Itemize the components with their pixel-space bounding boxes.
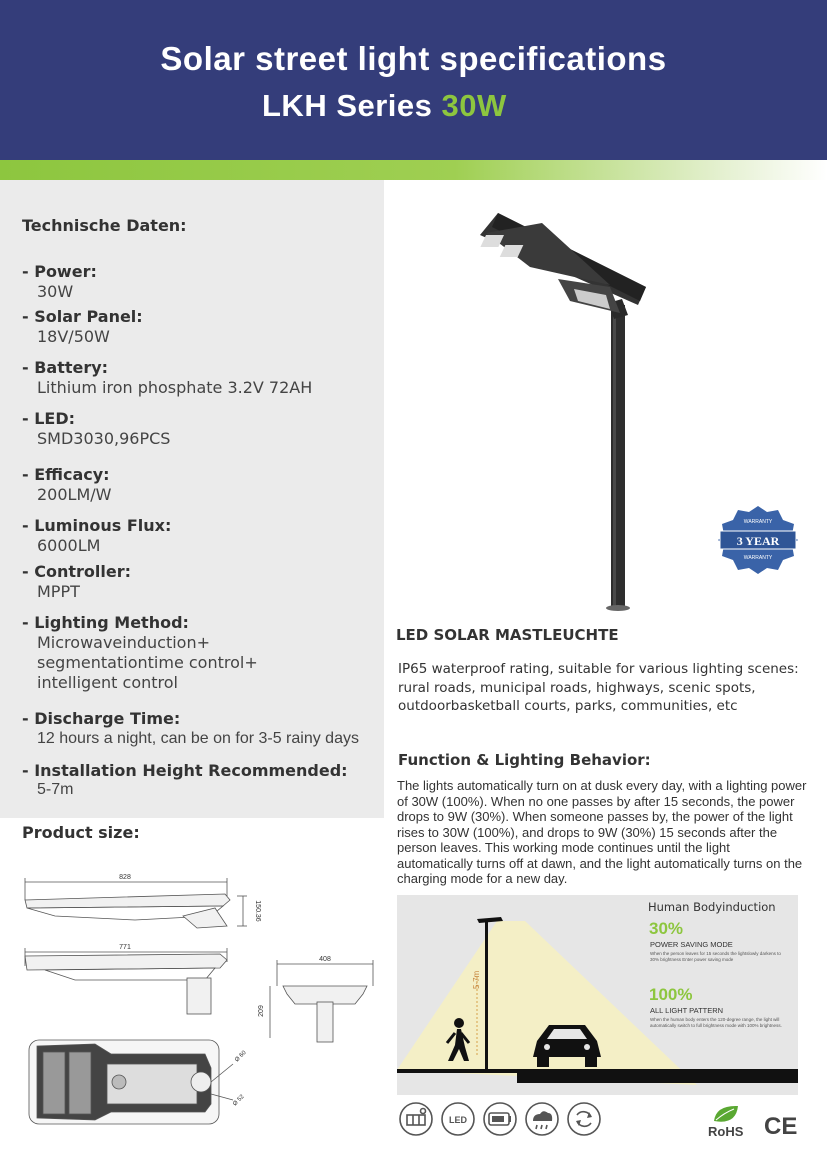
dimension-drawings [15,868,385,1138]
certifications [696,1103,798,1139]
spec-value-lighting-method-2: segmentationtime control+ [37,653,258,672]
mode2-name: ALL LIGHT PATTERN [650,1006,724,1015]
spec-value-discharge-time: 12 hours a night, can be on for 3-5 rainy days [37,730,359,747]
weather-icon [526,1103,558,1135]
warranty-badge [716,504,800,576]
product-size-title: Product size: [22,823,140,842]
spec-label-efficacy: - Efficacy: [22,465,110,484]
rohs-mark: RoHS [708,1124,744,1139]
series-subtitle [262,88,507,124]
cycle-icon [568,1103,600,1135]
product-description: IP65 waterproof rating, suitable for various lighting scenes: rural roads, municipal roads, highways, scenic spots, outdoorbasketball courts, parks, communities, etc [398,661,799,714]
spec-label-install-height: - Installation Height Recommended: [22,761,348,780]
series-prefix: LKH Series [262,88,442,123]
dim-label-dia52: Ø 52 [232,1093,246,1108]
mode1-percent: 30% [649,919,684,938]
product-title: LED SOLAR MASTLEUCHTE [396,626,619,644]
dim-label-408: 408 [319,956,331,963]
spec-label-lighting-method: - Lighting Method: [22,613,189,632]
induction-illustration [397,895,798,1095]
ce-mark: CE [764,1113,798,1139]
spec-value-lighting-method-1: Microwaveinduction+ [37,633,210,652]
mode2-percent: 100% [649,985,693,1004]
green-accent-bar [0,160,827,180]
function-title: Function & Lighting Behavior: [398,751,651,769]
battery-icon [484,1103,516,1135]
spec-value-lighting-method-3: intelligent control [37,673,178,692]
spec-label-led: - LED: [22,409,76,428]
spec-value-solar-panel: 18V/50W [37,327,110,346]
spec-value-efficacy: 200LM/W [37,485,112,504]
solar-panel-icon [400,1103,432,1135]
warranty-main-text: 3 YEAR [736,534,780,548]
spec-value-led: SMD3030,96PCS [37,429,171,448]
led-icon-label: LED [449,1115,467,1125]
spec-label-battery: - Battery: [22,358,109,377]
function-text: The lights automatically turn on at dusk every day, with a lighting power of 30W (100%). When no one passes by after 15 seconds, the power drops to 9W (30%). When someone passes by, the power of the light rises to 30W (100%), and drops to 9W (30%) 15 seconds after the person leaves. This working mode continues until the light automatically turns off at dawn, and the light automatically turns on the charging mode for a new day. [397,778,807,886]
spec-value-power: 30W [37,282,74,301]
pole-height-label: 5-7m [472,970,481,989]
dim-label-dia60: Ø 60 [234,1049,248,1064]
spec-label-power: - Power: [22,262,97,281]
mode1-desc: When the person leaves for 15 seconds the lightslowly darkens to 30% brightness Enter power saving mode [650,951,781,962]
warranty-bottom-text: WARRANTY [743,555,773,561]
feature-icons-row [397,1101,612,1137]
page-title: Solar street light specifications [160,40,667,77]
series-power: 30W [441,88,507,123]
spec-value-luminous-flux: 6000LM [37,536,101,555]
spec-label-discharge-time: - Discharge Time: [22,709,181,728]
spec-value-battery: Lithium iron phosphate 3.2V 72AH [37,378,313,397]
led-icon [442,1103,474,1135]
mode2-desc: When the human body enters the 120-degree range, the light will automatically switch to full brightness mode with 100% brightness. [650,1017,782,1028]
spec-label-solar-panel: - Solar Panel: [22,307,143,326]
dim-label-771: 771 [119,944,131,951]
body-induction-infographic [397,895,798,1095]
mode1-name: POWER SAVING MODE [650,940,733,949]
spec-label-luminous-flux: - Luminous Flux: [22,516,172,535]
street-light-image [470,205,660,615]
spec-value-install-height: 5-7m [37,781,74,798]
infographic-title: Human Bodyinduction [648,900,776,914]
warranty-top-text: WARRANTY [743,519,773,525]
dim-label-209: 209 [258,1005,265,1017]
spec-value-controller: MPPT [37,582,80,601]
dim-label-828: 828 [119,874,131,881]
header-banner [0,0,827,160]
spec-label-controller: - Controller: [22,562,131,581]
rohs-leaf-icon [714,1106,738,1122]
dim-label-150: 150.36 [254,900,261,922]
specs-title: Technische Daten: [22,216,187,235]
